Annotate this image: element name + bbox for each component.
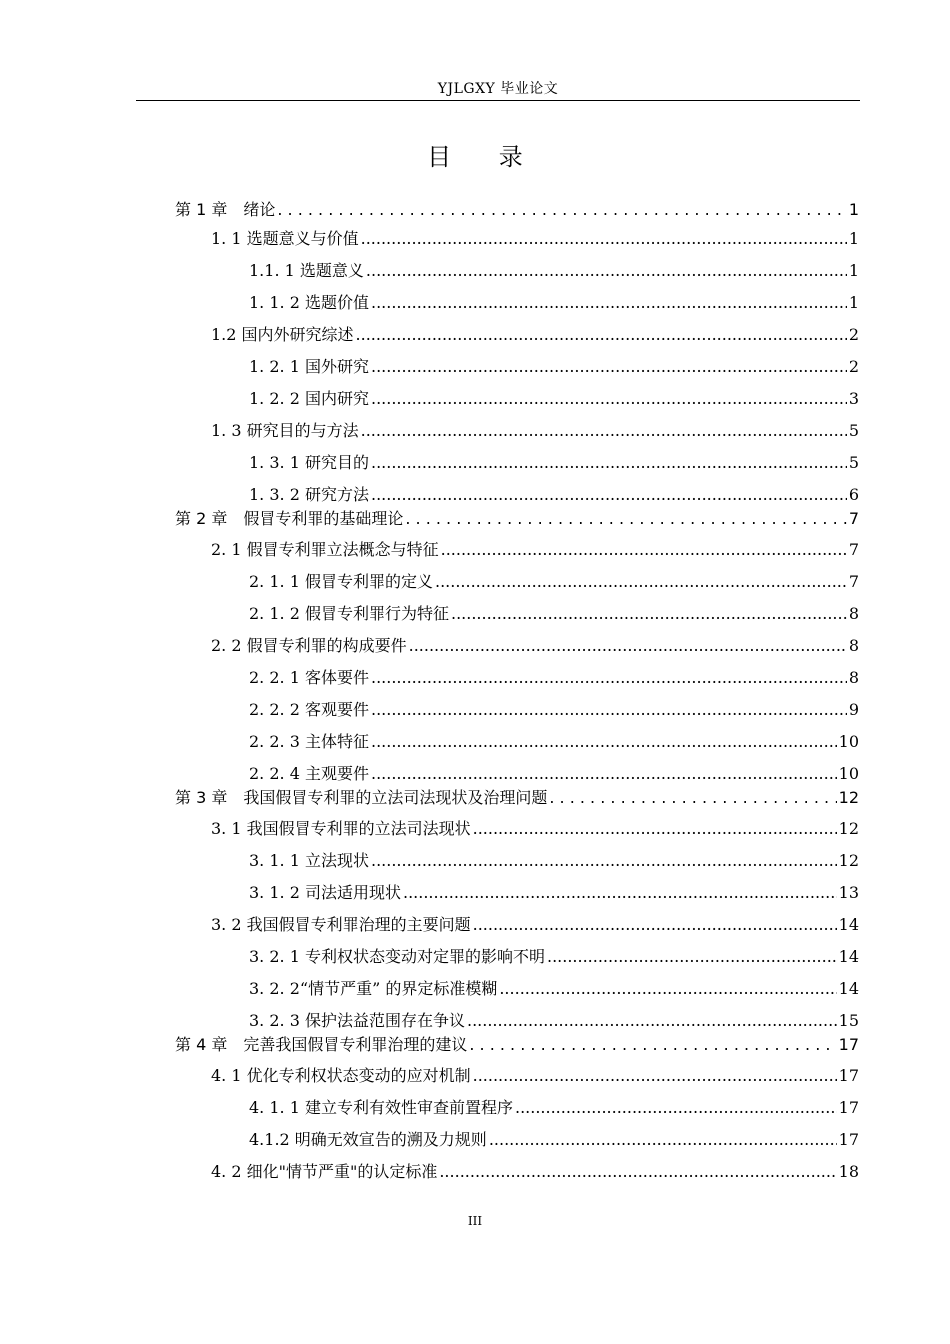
toc-entry-label: 4. 1 优化专利权状态变动的应对机制 — [211, 1066, 471, 1085]
toc-entry-label: 2. 1. 1 假冒专利罪的定义 — [249, 572, 433, 591]
toc-dot-leader — [371, 730, 837, 754]
toc-entry[interactable] — [249, 730, 859, 754]
toc-entry-page: 8 — [848, 604, 859, 623]
toc-entry-label: 1.2 国内外研究综述 — [211, 325, 354, 344]
toc-entry-page: 14 — [838, 979, 859, 998]
toc-entry-page: 17 — [838, 1066, 859, 1085]
toc-dot-leader — [356, 323, 847, 347]
toc-dot-leader — [467, 1009, 837, 1033]
toc-entry-page: 10 — [838, 732, 859, 751]
header-rule — [136, 100, 860, 101]
toc-entry[interactable] — [211, 1160, 859, 1184]
toc-entry-label: 第 3 章 我国假冒专利罪的立法司法现状及治理问题 — [175, 788, 548, 807]
toc-entry-label: 2. 2. 2 客观要件 — [249, 700, 369, 719]
toc-entry[interactable] — [211, 634, 859, 658]
toc-chapter-entry[interactable] — [175, 786, 859, 810]
toc-dot-leader — [371, 666, 847, 690]
toc-entry-page: 15 — [838, 1011, 859, 1030]
toc-entry-page: 7 — [848, 540, 859, 559]
toc-entry-label: 1. 2. 2 国内研究 — [249, 389, 369, 408]
toc-entry-label: 2. 1 假冒专利罪立法概念与特征 — [211, 540, 439, 559]
toc-entry-page: 1 — [848, 229, 859, 248]
toc-entry-label: 2. 2. 1 客体要件 — [249, 668, 369, 687]
toc-entry-label: 4. 2 细化"情节严重"的认定标准 — [211, 1162, 438, 1181]
toc-entry[interactable] — [249, 355, 859, 379]
toc-dot-leader — [473, 1064, 837, 1088]
toc-entry-page: 14 — [838, 915, 859, 934]
toc-entry[interactable] — [211, 817, 859, 841]
toc-entry-label: 3. 1. 1 立法现状 — [249, 851, 369, 870]
toc-entry[interactable] — [249, 1009, 859, 1033]
toc-entry-label: 第 2 章 假冒专利罪的基础理论 — [175, 509, 404, 528]
toc-entry[interactable] — [249, 762, 859, 786]
toc-dot-leader — [371, 451, 847, 475]
toc-entry-page: 5 — [848, 453, 859, 472]
toc-entry[interactable] — [249, 387, 859, 411]
toc-entry-label: 第 4 章 完善我国假冒专利罪治理的建议 — [175, 1035, 468, 1054]
toc-dot-leader — [371, 387, 847, 411]
page-number: III — [467, 1214, 483, 1228]
toc-entry[interactable] — [249, 259, 859, 283]
toc-entry[interactable] — [249, 602, 859, 626]
toc-entry[interactable] — [249, 451, 859, 475]
toc-entry[interactable] — [249, 666, 859, 690]
toc-chapter-entry[interactable] — [175, 507, 859, 531]
toc-entry-page: 12 — [838, 851, 859, 870]
toc-entry[interactable] — [211, 419, 859, 443]
toc-dot-leader — [371, 762, 837, 786]
toc-entry-page: 6 — [848, 485, 859, 504]
toc-entry-label: 3. 2. 2“情节严重” 的界定标准模糊 — [249, 979, 498, 998]
toc-entry[interactable] — [211, 323, 859, 347]
toc-entry[interactable] — [249, 849, 859, 873]
toc-dot-leader — [405, 507, 846, 531]
toc-entry-label: 1. 2. 1 国外研究 — [249, 357, 369, 376]
toc-dot-leader — [489, 1128, 837, 1152]
toc-entry-label: 2. 2. 4 主观要件 — [249, 764, 369, 783]
toc-entry-label: 2. 2 假冒专利罪的构成要件 — [211, 636, 407, 655]
toc-entry[interactable] — [249, 977, 859, 1001]
toc-dot-leader — [435, 570, 847, 594]
toc-entry-label: 1. 3. 2 研究方法 — [249, 485, 369, 504]
toc-entry-label: 1. 1 选题意义与价值 — [211, 229, 359, 248]
toc-entry-page: 1 — [848, 293, 859, 312]
toc-entry[interactable] — [211, 538, 859, 562]
toc-dot-leader — [361, 227, 847, 251]
toc-entry-label: 2. 1. 2 假冒专利罪行为特征 — [249, 604, 449, 623]
toc-dot-leader — [403, 881, 837, 905]
toc-entry-page: 8 — [848, 636, 859, 655]
toc-dot-leader — [371, 355, 847, 379]
toc-entry-page: 17 — [838, 1130, 859, 1149]
page-header: YJLGXY 毕业论文 — [437, 81, 559, 97]
toc-dot-leader — [361, 419, 847, 443]
toc-entry-page: 12 — [838, 788, 859, 807]
toc-dot-leader — [441, 538, 847, 562]
toc-entry-page: 5 — [848, 421, 859, 440]
toc-entry-page: 7 — [848, 572, 859, 591]
toc-entry-label: 1. 3 研究目的与方法 — [211, 421, 359, 440]
toc-dot-leader — [371, 849, 837, 873]
toc-entry-label: 3. 2. 1 专利权状态变动对定罪的影响不明 — [249, 947, 545, 966]
toc-entry-page: 1 — [848, 261, 859, 280]
toc-entry-label: 1. 1. 2 选题价值 — [249, 293, 369, 312]
toc-entry-page: 9 — [848, 700, 859, 719]
toc-chapter-entry[interactable] — [175, 1033, 859, 1057]
toc-entry-label: 3. 1 我国假冒专利罪的立法司法现状 — [211, 819, 471, 838]
toc-dot-leader — [547, 945, 837, 969]
toc-chapter-entry[interactable] — [175, 198, 859, 222]
toc-entry-page: 7 — [848, 509, 859, 528]
toc-entry[interactable] — [249, 698, 859, 722]
toc-title: 目 录 — [427, 143, 543, 171]
toc-entry[interactable] — [249, 1128, 859, 1152]
toc-dot-leader — [366, 259, 847, 283]
toc-dot-leader — [371, 483, 847, 507]
toc-dot-leader — [371, 698, 847, 722]
toc-dot-leader — [473, 913, 837, 937]
toc-dot-leader — [409, 634, 847, 658]
toc-entry-label: 3. 2. 3 保护法益范围存在争议 — [249, 1011, 465, 1030]
toc-dot-leader — [515, 1096, 837, 1120]
toc-entry-page: 2 — [848, 325, 859, 344]
toc-entry-page: 18 — [838, 1162, 859, 1181]
toc-entry-page: 8 — [848, 668, 859, 687]
toc-entry[interactable] — [211, 913, 859, 937]
toc-entry[interactable] — [249, 881, 859, 905]
toc-entry-page: 13 — [838, 883, 859, 902]
toc-entry[interactable] — [249, 1096, 859, 1120]
toc-dot-leader — [451, 602, 847, 626]
toc-dot-leader — [549, 786, 836, 810]
toc-entry[interactable] — [211, 227, 859, 251]
toc-entry[interactable] — [211, 1064, 859, 1088]
toc-entry[interactable] — [249, 291, 859, 315]
toc-entry-page: 3 — [848, 389, 859, 408]
toc-dot-leader — [371, 291, 847, 315]
toc-entry[interactable] — [249, 570, 859, 594]
toc-entry-label: 1. 3. 1 研究目的 — [249, 453, 369, 472]
toc-dot-leader — [439, 1160, 836, 1184]
toc-entry-page: 17 — [838, 1035, 859, 1054]
toc-entry-label: 2. 2. 3 主体特征 — [249, 732, 369, 751]
toc-dot-leader — [469, 1033, 836, 1057]
toc-entry-page: 12 — [838, 819, 859, 838]
toc-dot-leader — [499, 977, 836, 1001]
toc-entry-label: 第 1 章 绪论 — [175, 200, 276, 219]
toc-entry-label: 4.1.2 明确无效宣告的溯及力规则 — [249, 1130, 487, 1149]
toc-entry[interactable] — [249, 483, 859, 507]
toc-dot-leader — [473, 817, 837, 841]
toc-dot-leader — [277, 198, 846, 222]
toc-entry-page: 14 — [838, 947, 859, 966]
toc-entry-label: 1.1. 1 选题意义 — [249, 261, 364, 280]
toc-entry-label: 4. 1. 1 建立专利有效性审查前置程序 — [249, 1098, 513, 1117]
toc-entry-label: 3. 2 我国假冒专利罪治理的主要问题 — [211, 915, 471, 934]
toc-entry-page: 17 — [838, 1098, 859, 1117]
toc-entry-page: 10 — [838, 764, 859, 783]
toc-entry-page: 2 — [848, 357, 859, 376]
toc-entry[interactable] — [249, 945, 859, 969]
toc-entry-page: 1 — [848, 200, 859, 219]
toc-entry-label: 3. 1. 2 司法适用现状 — [249, 883, 401, 902]
